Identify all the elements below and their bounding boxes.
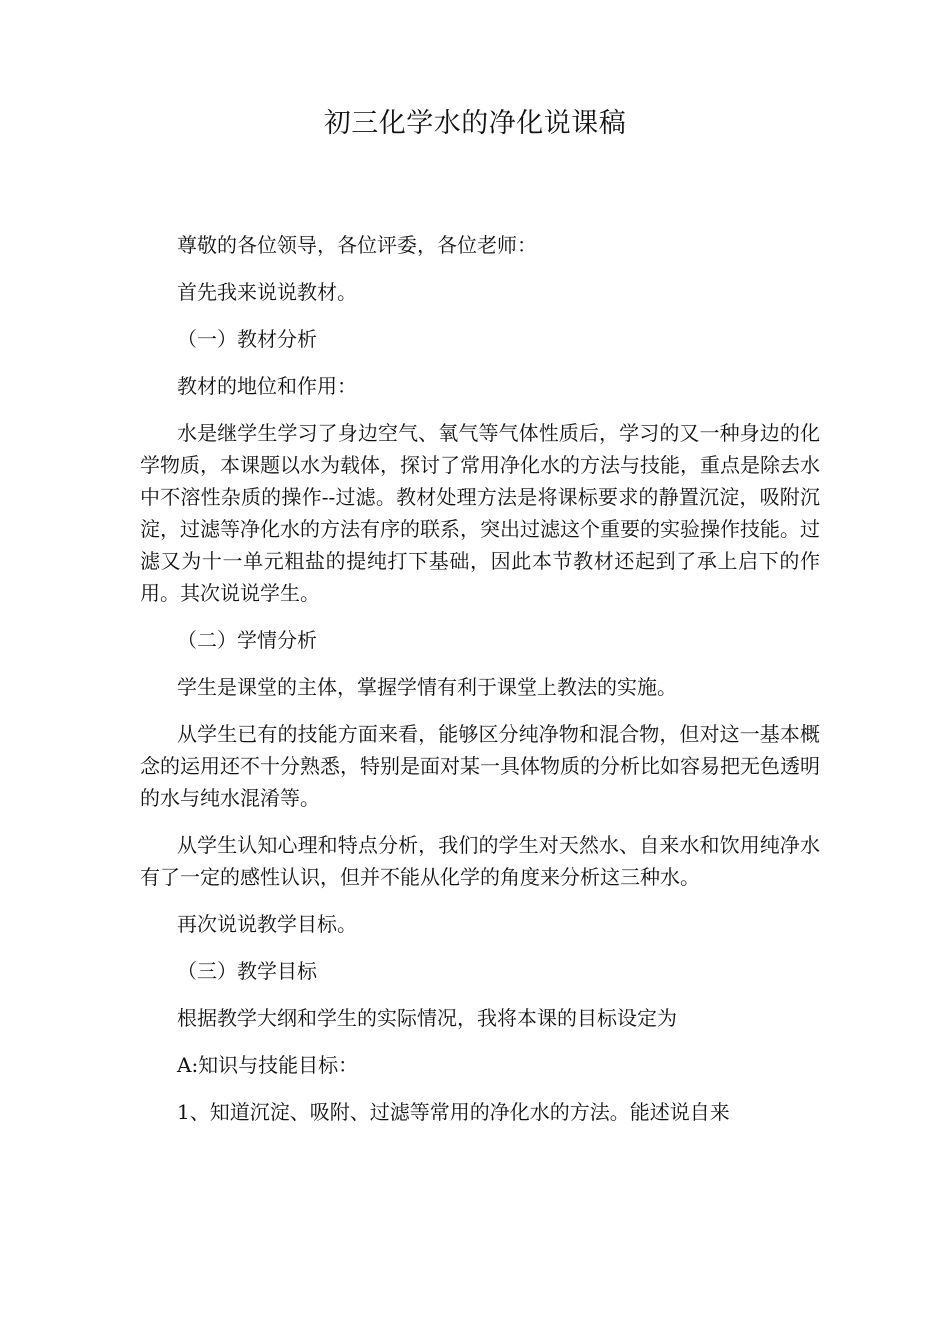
document-body — [140, 229, 820, 1143]
greeting-paragraph: 尊敬的各位领导，各位评委，各位老师： — [177, 233, 537, 257]
subheading-role: 教材的地位和作用： — [177, 374, 357, 398]
section-heading-textbook-analysis: （一）教材分析 — [177, 327, 317, 351]
student-skills-paragraph: 从学生已有的技能方面来看，能够区分纯净物和混合物，但对这一基本概念的运用还不十分熟悉，特别是面对某一具体物质的分析比如容易把无色透明的水与纯水混淆等。 — [140, 722, 820, 810]
textbook-role-paragraph: 水是继学生学习了身边空气、氧气等气体性质后，学习的又一种身边的化学物质，本课题以水为载体，探讨了常用净化水的方法与技能，重点是除去水中不溶性杂质的操作--过滤。教材处理方法是将课标要求的静置沉淀，吸附沉淀，过滤等净化水的方法有序的联系，突出过滤这个重要的实验操作技能。过滤又为十一单元粗盐的提纯打下基础，因此本节教材还起到了承上启下的作用。其次说说学生。 — [140, 421, 820, 605]
intro-paragraph: 首先我来说说教材。 — [177, 280, 357, 304]
section-heading-teaching-objectives: （三）教学目标 — [177, 959, 317, 983]
student-cognition-paragraph: 从学生认知心理和特点分析，我们的学生对天然水、自来水和饮用纯净水有了一定的感性认识，但并不能从化学的角度来分析这三种水。 — [140, 833, 820, 889]
objectives-basis-paragraph: 根据教学大纲和学生的实际情况，我将本课的目标设定为 — [177, 1006, 677, 1030]
document-title: 初三化学水的净化说课稿 — [323, 108, 627, 139]
knowledge-skills-heading: A:知识与技能目标： — [177, 1053, 359, 1077]
student-subject-paragraph: 学生是课堂的主体，掌握学情有利于课堂上教法的实施。 — [177, 675, 677, 699]
section-heading-student-analysis: （二）学情分析 — [177, 628, 317, 652]
objective-item-1: 1、知道沉淀、吸附、过滤等常用的净化水的方法。能述说自来 — [177, 1100, 730, 1124]
objectives-intro-paragraph: 再次说说教学目标。 — [177, 912, 357, 936]
